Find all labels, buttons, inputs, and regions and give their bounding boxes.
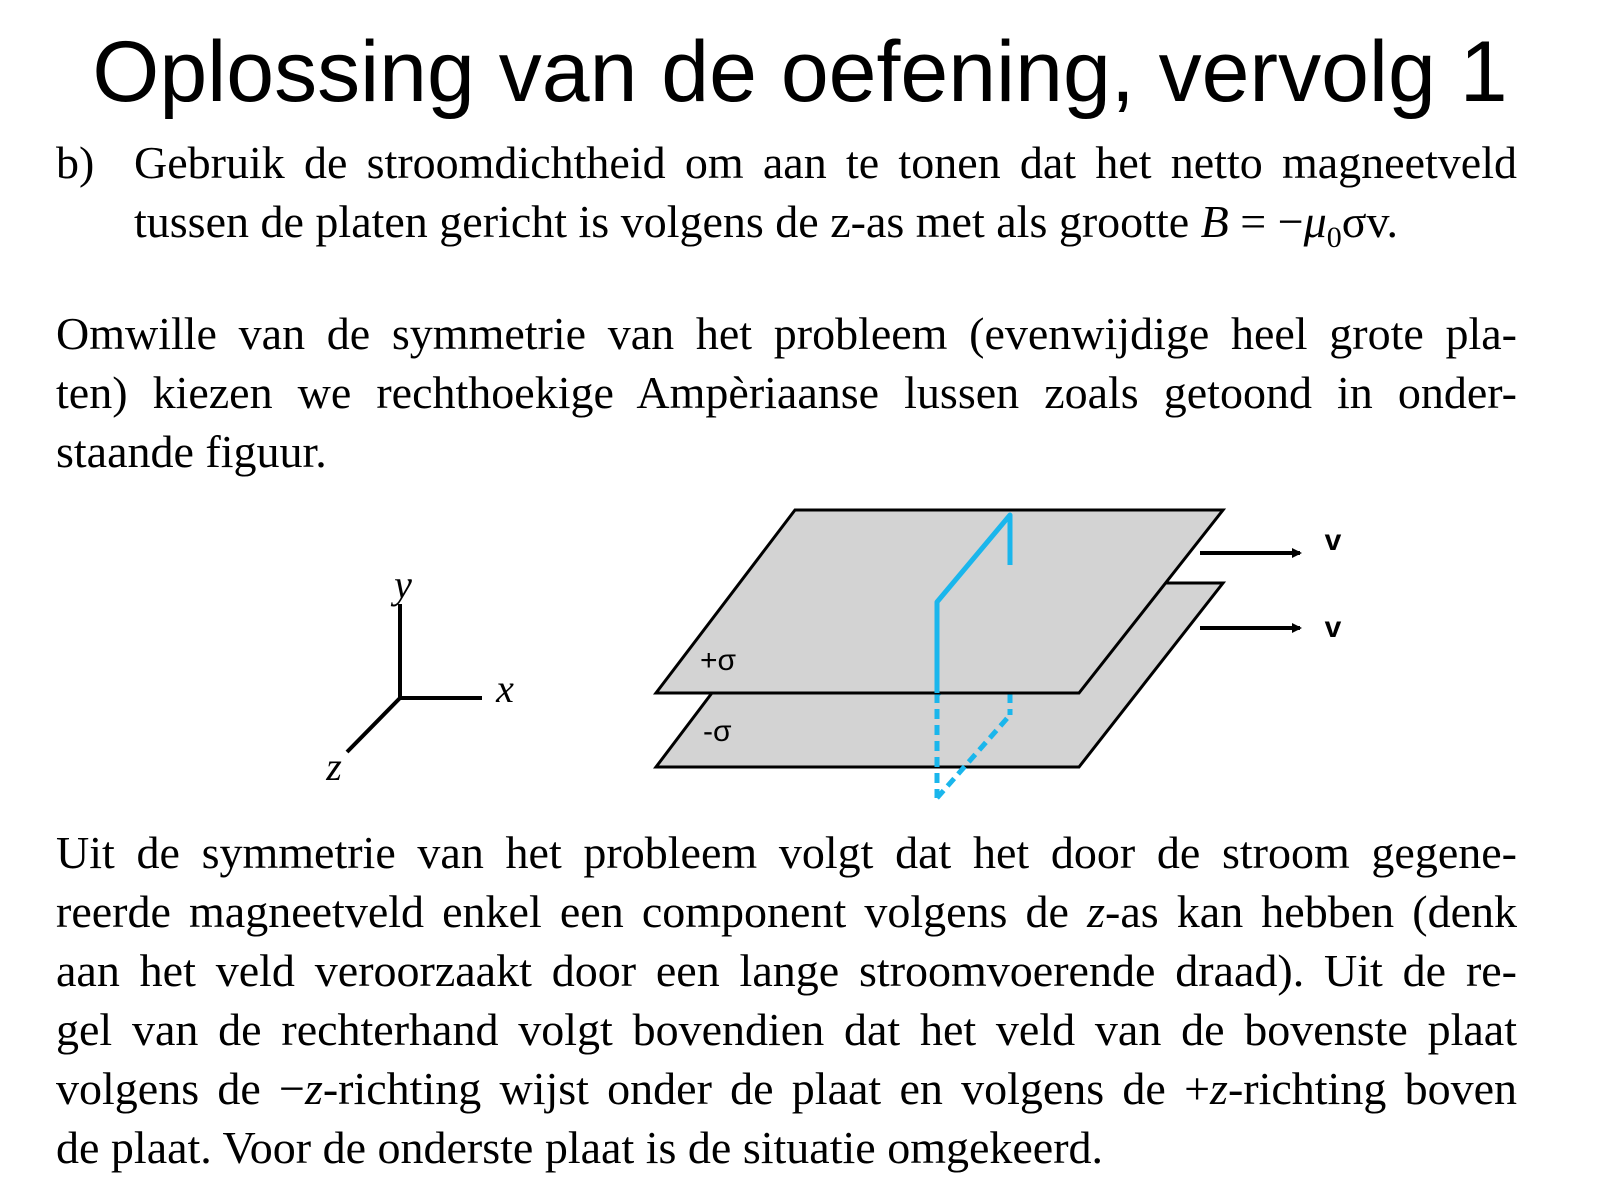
question-text <box>134 133 1517 254</box>
p2-l2-z: z <box>1087 886 1106 937</box>
paragraph-2-line-6: de plaat. Voor de onderste plaat is de situatie omgekeerd. <box>56 1122 1104 1173</box>
p2-l5-b: -richting wijst onder de plaat en volgens de + <box>322 1063 1211 1114</box>
y-axis-label: y <box>394 562 412 607</box>
paragraph-1-line-3: staande figuur. <box>56 426 327 477</box>
x-axis-label: x <box>496 666 514 711</box>
p2-l5-a: volgens de − <box>56 1063 305 1114</box>
question-marker: b) <box>56 137 95 188</box>
p2-l5-z: z <box>304 1063 323 1114</box>
figure-amperian-loops <box>0 480 1600 820</box>
figure-svg <box>0 480 1600 820</box>
velocity-label-bottom: v <box>1324 611 1342 644</box>
paragraph-2-line-3: aan het veld veroorzaakt door een lange stroomvoerende draad). Uit de re- <box>56 945 1517 996</box>
paragraph-symmetry <box>56 304 1517 481</box>
coordinate-axes <box>325 562 514 789</box>
p2-l2-a: reerde magneetveld enkel een component volgens de <box>56 886 1088 937</box>
formula-equals: = − <box>1228 196 1304 247</box>
formula-b-symbol: B <box>1200 196 1229 247</box>
question-line-1: Gebruik de stroomdichtheid om aan te tonen dat het netto magneetveld <box>134 137 1517 188</box>
formula-mu-symbol: μ <box>1303 196 1327 247</box>
p2-l5-c: -richting boven <box>1227 1063 1517 1114</box>
z-axis-label: z <box>326 744 342 789</box>
page-title: Oplossing van de oefening, vervolg 1 <box>92 24 1508 120</box>
question-line-2 <box>134 192 1517 254</box>
paragraph-1-line-1: Omwille van de symmetrie van het probleem (evenwijdige heel grote pla- <box>56 308 1517 359</box>
velocity-label-top: v <box>1324 524 1342 557</box>
formula-mu-subscript: 0 <box>1326 221 1342 254</box>
paragraph-conclusion <box>56 823 1517 1177</box>
paragraph-2-line-4: gel van de rechterhand volgt bovendien dat het veld van de bovenste plaat <box>56 1004 1517 1055</box>
p2-l5-z2: z <box>1210 1063 1228 1114</box>
paragraph-2-line-1: Uit de symmetrie van het probleem volgt dat het door de stroom gegene- <box>56 827 1517 878</box>
formula-rest: σv. <box>1341 196 1399 247</box>
paragraph-1-line-2: ten) kiezen we rechthoekige Ampèriaanse lussen zoals getoond in onder- <box>56 367 1517 418</box>
p2-l2-b: -as kan hebben (denk <box>1105 886 1517 937</box>
question-line-2-text: tussen de platen gericht is volgens de z-as met als grootte <box>134 196 1201 247</box>
z-axis-line <box>347 698 400 752</box>
bottom-plate-label: -σ <box>703 715 732 748</box>
paragraph-2-line-5 <box>56 1059 1517 1118</box>
top-plate-label: +σ <box>700 644 737 677</box>
paragraph-2-line-2 <box>56 882 1517 941</box>
